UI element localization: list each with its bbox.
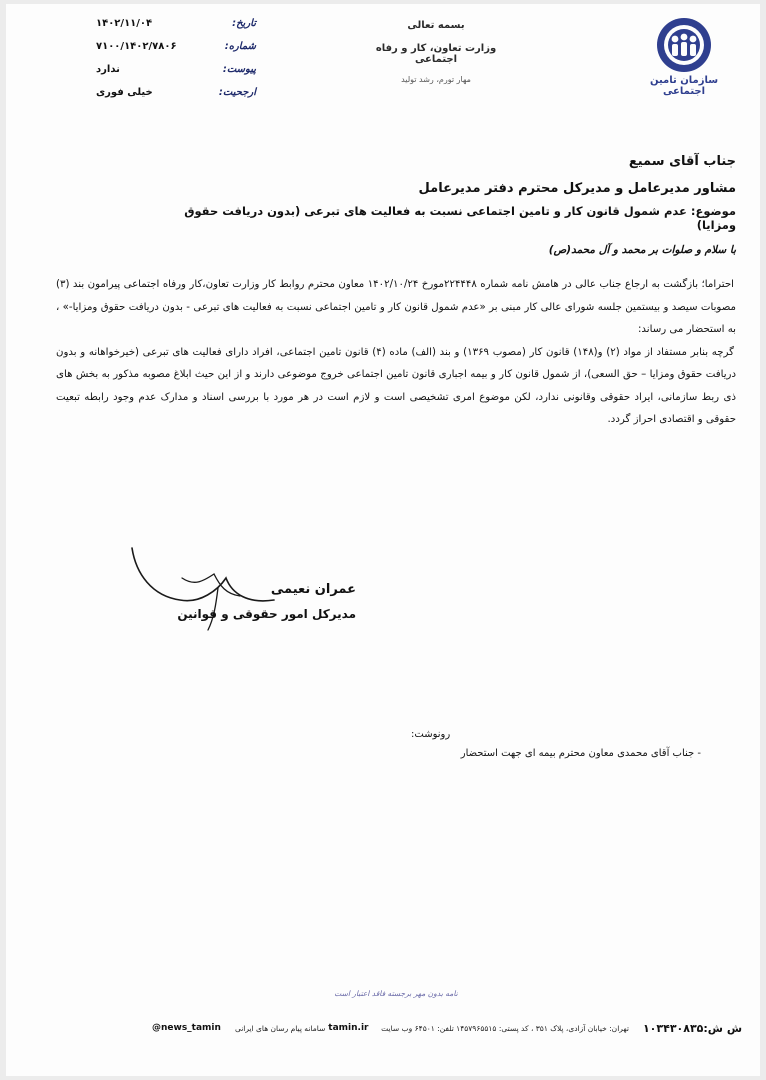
year-motto: مهار تورم، رشد تولید [401, 75, 471, 84]
letter-page [6, 4, 760, 1076]
meta-value: ۷۱۰۰/۱۴۰۲/۷۸۰۶ [96, 41, 177, 52]
cc-item: - جناب آقای محمدی معاون محترم بیمه ای جهت استحضار [460, 748, 701, 759]
meta-value: ۱۴۰۲/۱۱/۰۴ [96, 18, 153, 29]
meta-date [96, 18, 256, 41]
signer-name: عمران نعیمی [270, 582, 356, 597]
meta-label: شماره: [224, 41, 256, 52]
footer-website: tamin.ir [328, 1023, 369, 1033]
footer-social-handle: @news_tamin [152, 1023, 221, 1033]
letter-footer [152, 1017, 742, 1039]
signer-title: مدیرکل امور حقوقی و قوانین [177, 607, 356, 621]
footer-tel: ش ش:۱۰۳۴۳۰۸۳۵ [642, 1021, 742, 1035]
bismillah: بسمه تعالی [407, 20, 465, 31]
footer-notice: نامه بدون مهر برجسته فاقد اعتبار است [334, 989, 458, 998]
meta-label: ارجحیت: [218, 87, 256, 98]
meta-priority [96, 87, 256, 110]
meta-number [96, 41, 256, 64]
organization-logo [649, 16, 719, 97]
letter-subject: موضوع: عدم شمول قانون کار و تامین اجتماعی نسبت به فعالیت های تبرعی (بدون دریافت حقوق ومزایا) [184, 204, 736, 232]
addressee-name: جناب آقای سمیع [628, 154, 736, 169]
salutation: با سلام و صلوات بر محمد و آل محمد(ص) [548, 244, 736, 256]
tamin-logo-icon [655, 16, 713, 74]
addressee-title: مشاور مدیرعامل و مدیرکل محترم دفتر مدیرعامل [418, 181, 736, 196]
meta-label: پیوست: [222, 64, 256, 75]
logo-caption: سازمان تامین اجتماعی [649, 75, 719, 97]
meta-value: خیلی فوری [96, 87, 153, 98]
meta-attachment [96, 64, 256, 87]
footer-address: تهران: خیابان آزادی، پلاک ۳۵۱ ، کد پستی: ۱۴۵۷۹۶۵۵۱۵ تلفن: ۶۴۵۰۱ وب سایت [381, 1023, 629, 1033]
body-paragraph: احتراما؛ بازگشت به ارجاع جناب عالی در هامش نامه شماره ۲۲۴۴۴۸مورخ ۱۴۰۲/۱۰/۲۴ معاون محترم روابط کار وزارت تعاون،کار ورفاه اجتماعی پیرامون بند (۳) مصوبات سیصد و بیستمین جلسه شورای عالی کار مبنی بر «عدم شمول قانون کار و تامین اجتماعی نسبت به فعالیت های تبرعی - بدون دریافت حقوق ومزایا-» ، به استحضار می رساند: [56, 279, 736, 335]
cc-label: رونوشت: [411, 729, 451, 740]
body-paragraph: گرچه بنابر مستفاد از مواد (۲) و(۱۴۸) قانون کار (مصوب ۱۳۶۹) و بند (الف) ماده (۴) قانون تامین اجتماعی، افراد دارای فعالیت های تبرعی (خیرخواهانه و بدون دریافت حقوق ومزایا – حق السعی)، از شمول قانون کار و بیمه اجباری قانون تامین اجتماعی خروج موضوعی دارند و از این حیث ابلاغ مصوبه مذکور به بخش های ذی ربط سازمانی، ایراد حقوقی وقانونی ندارد، لکن موضوع امری تشخیصی است و لازم است در هر مورد با بررسی اسناد و مدارک عدم وجود رابطه تبعیت حقوقی و اقتصادی احراز گردد. [56, 346, 736, 425]
signature-block [156, 582, 356, 621]
letter-body [56, 274, 736, 432]
ministry-name: وزارت تعاون، کار و رفاه اجتماعی [375, 43, 497, 65]
addressee-block [176, 148, 736, 232]
letter-meta [96, 18, 256, 110]
letterhead-center [366, 20, 506, 84]
footer-portal: سامانه پیام رسان های ایرانی [234, 1023, 326, 1033]
meta-label: تاریخ: [232, 18, 256, 29]
meta-value: ندارد [96, 64, 120, 75]
carbon-copy [401, 729, 701, 759]
